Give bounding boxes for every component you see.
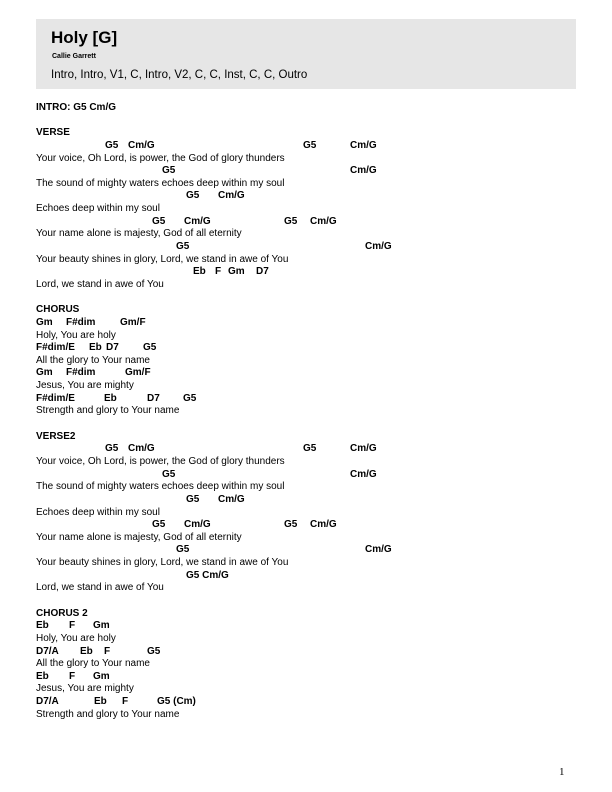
lyric-line: Strength and glory to Your name [36, 708, 180, 720]
chord-line [36, 620, 576, 633]
chord: G5 [186, 190, 200, 202]
chord: Eb [36, 620, 49, 632]
page-number: 1 [559, 766, 565, 778]
lyric-line: Your beauty shines in glory, Lord, we stand in awe of You [36, 557, 289, 569]
chord: G5 [176, 544, 190, 556]
chord: F [69, 620, 76, 632]
lyric-line: Your voice, Oh Lord, is power, the God of glory thunders [36, 152, 285, 164]
sections [36, 127, 576, 721]
chord: Cm/G [128, 443, 155, 455]
chord: F [122, 696, 129, 708]
section-heading: CHORUS 2 [36, 607, 88, 619]
chord: Cm/G [184, 215, 211, 227]
chord: G5 [162, 468, 176, 480]
chord: Eb [193, 266, 206, 278]
lyric-line: Your voice, Oh Lord, is power, the God of glory thunders [36, 455, 285, 467]
chord: F [104, 645, 111, 657]
chord: Eb [80, 645, 93, 657]
chord-line [36, 241, 576, 254]
song-title: Holy [G] [51, 28, 118, 47]
lyric-line: Jesus, You are mighty [36, 683, 134, 695]
chord-line [36, 646, 576, 659]
chord: G5 [152, 215, 166, 227]
chord: Gm [36, 316, 53, 328]
chord: D7/A [36, 645, 59, 657]
chord: F [215, 266, 222, 278]
chord: Cm/G [184, 519, 211, 531]
chord-line [36, 190, 576, 203]
chord: Cm/G [218, 493, 245, 505]
chord-line [36, 519, 576, 532]
lyric-line: Holy, You are holy [36, 632, 116, 644]
chord-line [36, 570, 576, 583]
section-heading: CHORUS [36, 304, 80, 316]
lyric-line: The sound of mighty waters echoes deep within my soul [36, 177, 285, 189]
chord: G5 [162, 165, 176, 177]
lyric-line: Echoes deep within my soul [36, 203, 160, 215]
chord-line [36, 342, 576, 355]
chord: Cm/G [218, 190, 245, 202]
lyric-line: Lord, we stand in awe of You [36, 278, 164, 290]
chord: Eb [94, 696, 107, 708]
chord: G5 [284, 215, 298, 227]
chord: D7 [256, 266, 269, 278]
chord: G5 [105, 443, 119, 455]
chord: Gm [93, 670, 110, 682]
chord: Gm [93, 620, 110, 632]
song-header [36, 19, 576, 89]
chord: G5 [152, 519, 166, 531]
chord-sheet [36, 102, 576, 721]
chord: G5 [284, 519, 298, 531]
chord: Eb [89, 342, 102, 354]
lyric-line: Holy, You are holy [36, 329, 116, 341]
chord: G5 [105, 139, 119, 151]
chord: D7 [147, 392, 160, 404]
chord-line [36, 544, 576, 557]
chord: F [69, 670, 76, 682]
chord: Eb [36, 670, 49, 682]
chord-line [36, 367, 576, 380]
chord: Cm/G [365, 241, 392, 253]
chord-line [36, 671, 576, 684]
chord: G5 [186, 493, 200, 505]
chord: G5 Cm/G [186, 569, 229, 581]
song-artist: Callie Garrett [52, 53, 96, 60]
chord-line [36, 469, 576, 482]
chord-line [36, 216, 576, 229]
chord: G5 [303, 443, 317, 455]
chord: F#dim/E [36, 392, 75, 404]
chord: D7 [106, 342, 119, 354]
chord: Cm/G [365, 544, 392, 556]
chord: D7/A [36, 696, 59, 708]
chord: Cm/G [350, 165, 377, 177]
chord-line [36, 494, 576, 507]
chord: Gm/F [120, 316, 146, 328]
chord: F#dim [66, 316, 96, 328]
chord-line [36, 443, 576, 456]
lyric-line: Your name alone is majesty, God of all eternity [36, 531, 242, 543]
lyric-line: All the glory to Your name [36, 658, 150, 670]
lyric-line: Echoes deep within my soul [36, 506, 160, 518]
section-heading: VERSE [36, 127, 70, 139]
chord: Gm [228, 266, 245, 278]
chord: G5 [303, 139, 317, 151]
chord: F#dim/E [36, 342, 75, 354]
song-arrangement: Intro, Intro, V1, C, Intro, V2, C, C, Inst, C, C, Outro [51, 69, 308, 81]
chord-line [36, 266, 576, 279]
chord: Eb [104, 392, 117, 404]
chord: G5 (Cm) [157, 696, 196, 708]
chord: G5 [147, 645, 161, 657]
chord-line [36, 140, 576, 153]
chord: Cm/G [350, 468, 377, 480]
section-heading: VERSE2 [36, 430, 76, 442]
lyric-line: Your name alone is majesty, God of all eternity [36, 228, 242, 240]
lyric-line: All the glory to Your name [36, 354, 150, 366]
lyric-line: Your beauty shines in glory, Lord, we stand in awe of You [36, 253, 289, 265]
chord-line [36, 165, 576, 178]
chord: G5 [183, 392, 197, 404]
lyric-line: Jesus, You are mighty [36, 380, 134, 392]
lyric-line: Lord, we stand in awe of You [36, 582, 164, 594]
chord: F#dim [66, 367, 96, 379]
chord: G5 [176, 241, 190, 253]
chord: Cm/G [350, 139, 377, 151]
chord: Cm/G [128, 139, 155, 151]
chord-line [36, 696, 576, 709]
chord: Cm/G [350, 443, 377, 455]
chord: Cm/G [310, 519, 337, 531]
lyric-line: Strength and glory to Your name [36, 405, 180, 417]
chord-line [36, 393, 576, 406]
chord: Cm/G [310, 215, 337, 227]
chord: Gm [36, 367, 53, 379]
chord: Gm/F [125, 367, 151, 379]
chord-line [36, 317, 576, 330]
intro-line: INTRO: G5 Cm/G [36, 102, 117, 113]
lyric-line: The sound of mighty waters echoes deep within my soul [36, 481, 285, 493]
chord: G5 [143, 342, 157, 354]
